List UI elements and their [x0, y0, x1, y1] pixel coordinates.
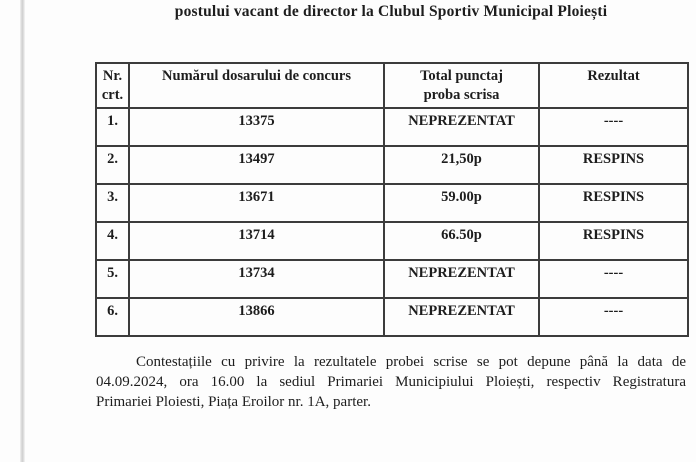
- cell-rezultat: ----: [539, 108, 688, 146]
- contestation-note-line1: Contestațiile cu privire la rezultatele probei scrise se pot depune până la data de: [136, 354, 686, 370]
- cell-dosar: 13734: [129, 260, 384, 298]
- table-header-row: [96, 63, 688, 108]
- cell-rezultat: ----: [539, 298, 688, 336]
- cell-dosar: 13866: [129, 298, 384, 336]
- cell-nr: 1.: [96, 108, 129, 146]
- header-nr-line1: Nr.: [102, 68, 123, 84]
- header-punctaj-line1: Total punctaj: [420, 68, 503, 84]
- page-fold-line: [20, 0, 25, 462]
- contestation-note-line3: Primariei Ploiesti, Piața Eroilor nr. 1A, parter.: [96, 394, 371, 410]
- table-row: [96, 298, 688, 336]
- cell-dosar: 13375: [129, 108, 384, 146]
- cell-nr: 3.: [96, 184, 129, 222]
- cell-nr: 2.: [96, 146, 129, 184]
- cell-rezultat: RESPINS: [539, 146, 688, 184]
- cell-punctaj: 66.50p: [384, 222, 539, 260]
- header-nr-line2: crt.: [101, 87, 124, 103]
- cell-rezultat: RESPINS: [539, 184, 688, 222]
- cell-punctaj: 21,50p: [384, 146, 539, 184]
- results-table: [95, 62, 689, 337]
- table-row: [96, 108, 688, 146]
- page-title: postului vacant de director la Clubul Sportiv Municipal Ploiești: [174, 3, 608, 20]
- header-dosar: Numărul dosarului de concurs: [129, 63, 384, 108]
- cell-nr: 6.: [96, 298, 129, 336]
- cell-nr: 4.: [96, 222, 129, 260]
- cell-dosar: 13497: [129, 146, 384, 184]
- header-rezultat: Rezultat: [539, 63, 688, 108]
- contestation-note-line2: 04.09.2024, ora 16.00 la sediul Primariei Municipiului Ploiești, respectiv Registratura: [96, 374, 686, 390]
- contestation-note: [96, 352, 686, 412]
- table-row: [96, 184, 688, 222]
- cell-rezultat: RESPINS: [539, 222, 688, 260]
- cell-punctaj: NEPREZENTAT: [384, 108, 539, 146]
- table-row: [96, 260, 688, 298]
- cell-dosar: 13671: [129, 184, 384, 222]
- header-punctaj-line2: proba scrisa: [423, 87, 500, 103]
- cell-punctaj: NEPREZENTAT: [384, 298, 539, 336]
- cell-punctaj: NEPREZENTAT: [384, 260, 539, 298]
- table-row: [96, 146, 688, 184]
- cell-nr: 5.: [96, 260, 129, 298]
- cell-punctaj: 59.00p: [384, 184, 539, 222]
- table-row: [96, 222, 688, 260]
- header-nr-crt: [96, 63, 129, 108]
- cell-rezultat: ----: [539, 260, 688, 298]
- header-punctaj: [384, 63, 539, 108]
- cell-dosar: 13714: [129, 222, 384, 260]
